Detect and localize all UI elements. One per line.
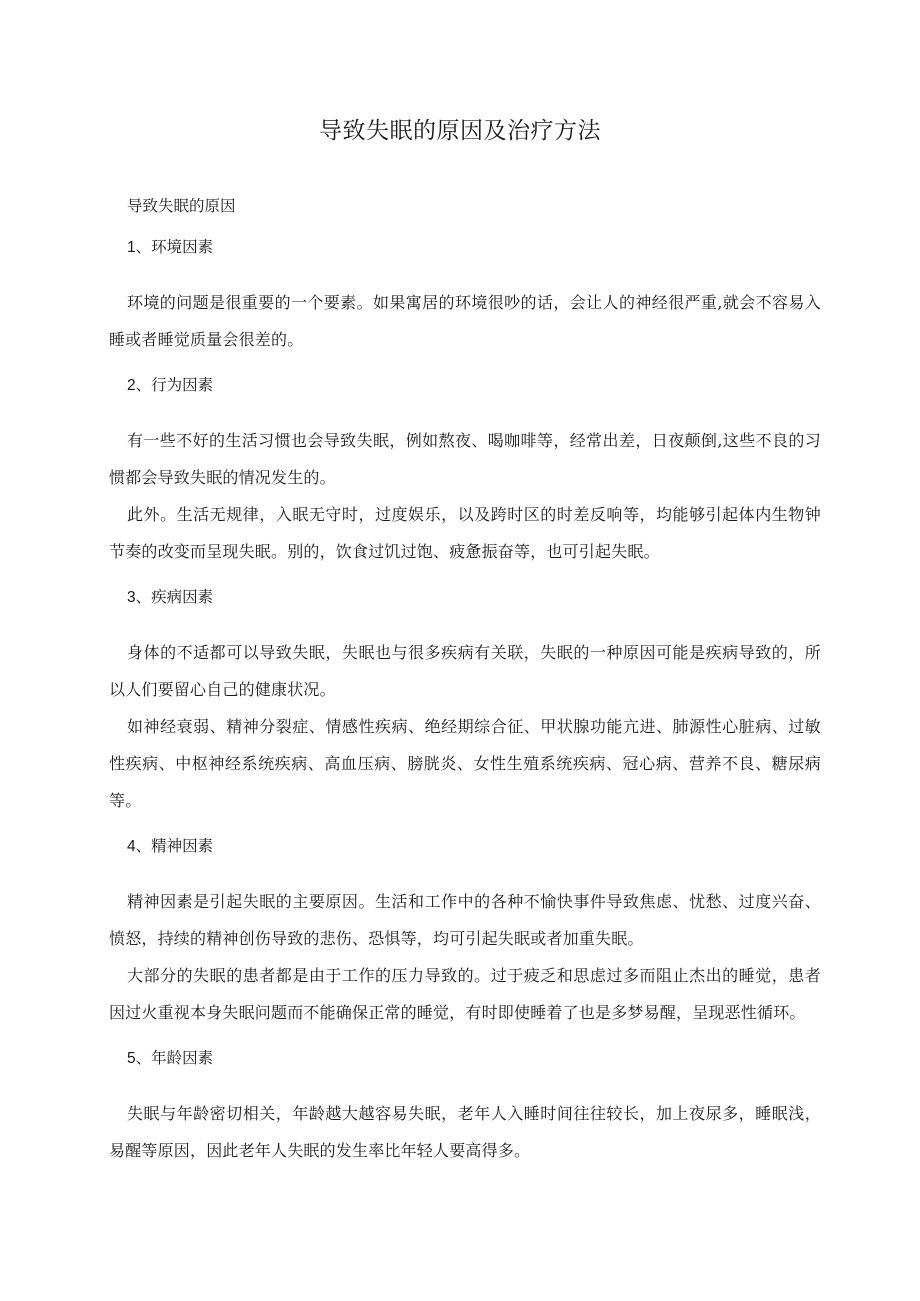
paragraph: 环境的问题是很重要的一个要素。如果寓居的环境很吵的话，会让人的神经很严重,就会不容易入睡或者睡觉质量会很差的。 — [109, 293, 821, 349]
paragraph: 精神因素是引起失眠的主要原因。生活和工作中的各种不愉快事件导致焦虑、忧愁、过度兴奋、愤怒，持续的精神创伤导致的悲伤、恐惧等，均可引起失眠或者加重失眠。 — [109, 892, 821, 948]
section-mental — [109, 833, 821, 1031]
section-heading: 2、行为因素 — [127, 377, 214, 394]
paragraph: 身体的不适都可以导致失眠，失眠也与很多疾病有关联，失眠的一种原因可能是疾病导致的，所以人们要留心自己的健康状况。 — [109, 643, 821, 699]
paragraph: 如神经衰弱、精神分裂症、情感性疾病、绝经期综合征、甲状腺功能亢进、肺源性心脏病、过敏性疾病、中枢神经系统疾病、高血压病、膀胱炎、女性生殖系统疾病、冠心病、营养不良、糖尿病等。 — [109, 717, 821, 810]
paragraph: 有一些不好的生活习惯也会导致失眠，例如熬夜、喝咖啡等，经常出差，日夜颠倒,这些不良的习惯都会导致失眠的情况发生的。 — [109, 431, 821, 487]
section-heading: 3、疾病因素 — [127, 589, 214, 606]
section-disease — [109, 584, 821, 819]
section-environment — [109, 234, 821, 358]
section-behavior — [109, 372, 821, 570]
document-title: 导致失眠的原因及治疗方法 — [319, 118, 601, 144]
paragraph: 大部分的失眠的患者都是由于工作的压力导致的。过于疲乏和思虑过多而阻止杰出的睡觉，患者因过火重视本身失眠问题而不能确保正常的睡觉，有时即使睡着了也是多梦易醒，呈现恶性循环。 — [109, 966, 821, 1022]
paragraph: 此外。生活无规律，入眠无守时，过度娱乐，以及跨时区的时差反响等，均能够引起体内生物钟节奏的改变而呈现失眠。别的，饮食过饥过饱、疲惫振奋等，也可引起失眠。 — [109, 505, 821, 561]
section-heading: 1、环境因素 — [127, 239, 214, 256]
document-body — [109, 192, 821, 1169]
section-heading: 5、年龄因素 — [127, 1050, 214, 1067]
intro-heading: 导致失眠的原因 — [127, 197, 236, 215]
paragraph: 失眠与年龄密切相关，年龄越大越容易失眠，老年人入睡时间往往较长，加上夜尿多，睡眠浅，易醒等原因，因此老年人失眠的发生率比年轻人要高得多。 — [109, 1104, 821, 1160]
section-heading: 4、精神因素 — [127, 838, 214, 855]
section-age — [109, 1045, 821, 1169]
